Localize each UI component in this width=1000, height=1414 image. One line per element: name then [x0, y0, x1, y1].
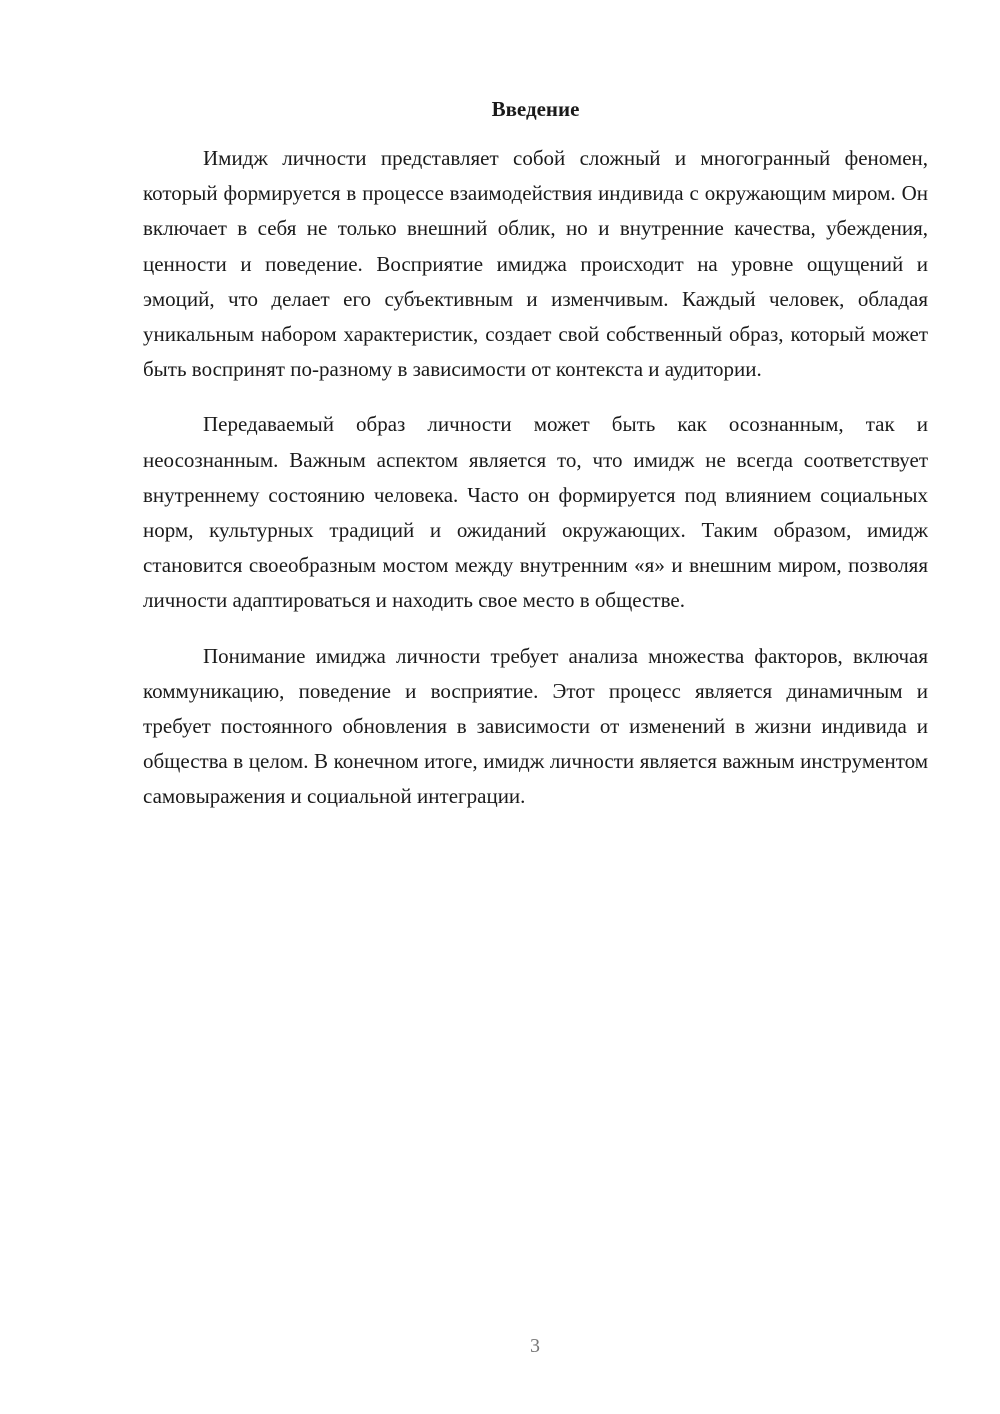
paragraph-2: Передаваемый образ личности может быть как осознанным, так и неосознанным. Важным аспектом является то, что имидж не всегда соответствует внутреннему состоянию человека. Часто он формируется под влиянием социальных норм, культурных традиций и ожиданий окружающих. Таким образом, имидж становится своеобразным мостом между внутренним «я» и внешним миром, позволяя личности адаптироваться и находить свое место в обществе. — [143, 412, 928, 613]
page-number: 3 — [530, 1335, 540, 1357]
paragraph-3: Понимание имиджа личности требует анализа множества факторов, включая коммуникацию, поведение и восприятие. Этот процесс является динамичным и требует постоянного обновления в зависимости от изменений в жизни индивида и общества в целом. В конечном итоге, имидж личности является важным инструментом самовыражения и социальной интеграции. — [143, 643, 928, 809]
section-heading: Введение — [491, 97, 580, 121]
page-content — [143, 94, 928, 835]
paragraph-1: Имидж личности представляет собой сложный и многогранный феномен, который формируется в процессе взаимодействия индивида с окружающим миром. Он включает в себя не только внешний облик, но и внутренние качества, убеждения, ценности и поведение. Восприятие имиджа происходит на уровне ощущений и эмоций, что делает его субъективным и изменчивым. Каждый человек, обладая уникальным набором характеристик, создает свой собственный образ, который может быть воспринят по-разному в зависимости от контекста и аудитории. — [143, 146, 928, 382]
